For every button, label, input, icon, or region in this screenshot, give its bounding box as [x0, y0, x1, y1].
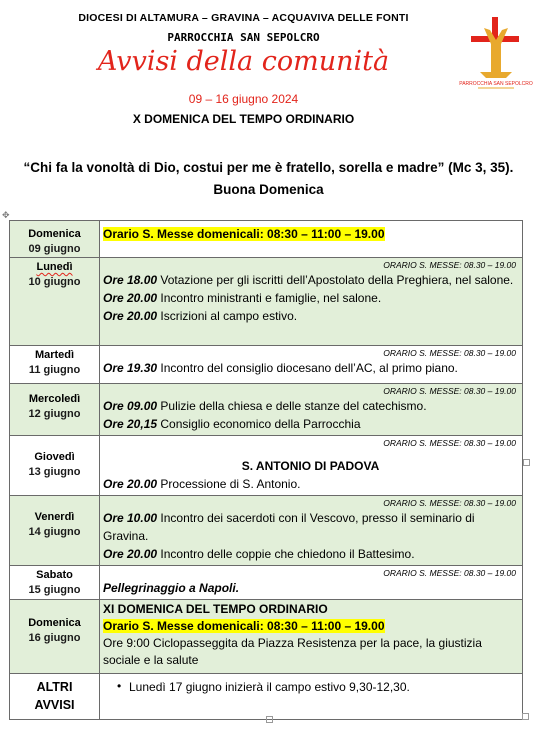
parish-name: PARROCCHIA SAN SEPOLCRO	[167, 31, 320, 44]
day-date: 13 giugno	[28, 466, 81, 478]
page-title: Avvisi della comunità	[97, 46, 390, 77]
day-name: Martedì	[34, 349, 75, 361]
event-line: Ore 20.00 Iscrizioni al campo estivo.	[103, 309, 298, 323]
event-line: Ore 20.00 Incontro delle coppie che chiedono il Battesimo.	[103, 547, 415, 561]
day-date: 15 giugno	[28, 584, 81, 596]
day-date: 16 giugno	[28, 632, 81, 644]
events-cell	[100, 600, 523, 674]
event-line: Ore 18.00 Votazione per gli iscritti dell’Apostolato della Preghiera, nel salone.	[103, 273, 514, 287]
events-cell	[100, 436, 523, 496]
events-cell	[100, 566, 523, 600]
day-date: 14 giugno	[28, 526, 81, 538]
orario-note: ORARIO S. MESSE: 08.30 – 19.00	[383, 568, 516, 578]
events-cell	[100, 346, 523, 384]
table-resize-handle-icon[interactable]	[266, 716, 273, 723]
orario-note: ORARIO S. MESSE: 08.30 – 19.00	[383, 438, 516, 448]
mass-times-highlight: Orario S. Messe domenicali: 08:30 – 11:00 – 19.00	[103, 619, 385, 633]
day-name: Giovedì	[34, 451, 75, 463]
altri-label-line: ALTRI	[36, 680, 73, 694]
day-cell	[10, 346, 100, 384]
schedule-table	[9, 220, 523, 720]
diocese-header: DIOCESI DI ALTAMURA – GRAVINA – ACQUAVIVA DELLE FONTI	[78, 12, 409, 24]
altri-avvisi-label	[10, 674, 100, 720]
table-row	[10, 346, 523, 384]
mass-times-highlight: Orario S. Messe domenicali: 08:30 – 11:00 – 19.00	[103, 227, 385, 241]
day-date: 09 giugno	[28, 243, 81, 255]
table-row	[10, 496, 523, 566]
table-row	[10, 674, 523, 720]
table-move-handle-icon[interactable]: ✥	[2, 210, 10, 220]
event-line: Ore 20.00 Processione di S. Antonio.	[103, 477, 301, 491]
day-cell	[10, 221, 100, 258]
table-row	[10, 566, 523, 600]
day-cell	[10, 384, 100, 436]
altri-avvisi-cell	[100, 674, 523, 720]
altri-avvisi-list	[103, 675, 518, 696]
orario-note: ORARIO S. MESSE: 08.30 – 19.00	[383, 348, 516, 358]
event-line: Ore 9:00 Ciclopasseggita da Piazza Resistenza per la pace, la giustizia sociale e la salute	[103, 636, 482, 667]
altri-label-line: AVVISI	[34, 698, 75, 712]
day-date: 12 giugno	[28, 408, 81, 420]
events-cell	[100, 258, 523, 346]
day-cell	[10, 258, 100, 346]
date-range: 09 – 16 giugno 2024	[188, 92, 299, 106]
orario-note: ORARIO S. MESSE: 08.30 – 19.00	[383, 260, 516, 270]
table-row	[10, 600, 523, 674]
table-row	[10, 221, 523, 258]
event-line: Ore 20.00 Incontro ministranti e famiglie, nel salone.	[103, 291, 382, 305]
event-line: Ore 09.00 Pulizie della chiesa e delle stanze del catechismo.	[103, 399, 427, 413]
parish-logo-icon	[459, 14, 533, 92]
table-row	[10, 436, 523, 496]
day-cell	[10, 436, 100, 496]
table-corner-handle-icon[interactable]	[522, 713, 529, 720]
sunday-title-xi: XI DOMENICA DEL TEMPO ORDINARIO	[103, 602, 328, 616]
day-cell	[10, 600, 100, 674]
gospel-quote: “Chi fa la vonoltà di Dio, costui per me è fratello, sorella e madre” (Mc 3, 35).	[23, 160, 514, 175]
row-handle-icon[interactable]	[523, 459, 530, 466]
day-date: 11 giugno	[28, 364, 81, 376]
day-cell	[10, 566, 100, 600]
day-name: Domenica	[28, 228, 81, 240]
table-row	[10, 258, 523, 346]
feast-title: S. ANTONIO DI PADOVA	[241, 459, 380, 473]
orario-note: ORARIO S. MESSE: 08.30 – 19.00	[383, 498, 516, 508]
special-event: Pellegrinaggio a Napoli.	[103, 581, 240, 595]
list-item: • Lunedì 17 giugno inizierà il campo estivo 9,30-12,30.	[117, 678, 518, 696]
day-name: Mercoledì	[28, 393, 81, 405]
day-name: Lunedì	[36, 261, 73, 273]
events-cell	[100, 384, 523, 436]
logo-caption: PARROCCHIA SAN SEPOLCRO	[459, 81, 533, 87]
sunday-title: X DOMENICA DEL TEMPO ORDINARIO	[132, 112, 355, 126]
events-cell	[100, 496, 523, 566]
orario-note: ORARIO S. MESSE: 08.30 – 19.00	[383, 386, 516, 396]
day-name: Domenica	[28, 617, 81, 629]
greeting: Buona Domenica	[213, 182, 324, 197]
event-line: Ore 20,15 Consiglio economico della Parrocchia	[103, 417, 361, 431]
events-cell	[100, 221, 523, 258]
table-row	[10, 384, 523, 436]
event-line: Ore 19.30 Incontro del consiglio diocesano dell’AC, al primo piano.	[103, 361, 458, 375]
day-name: Sabato	[36, 569, 73, 581]
day-date: 10 giugno	[28, 276, 81, 288]
mass-times-line	[103, 618, 518, 635]
day-cell	[10, 496, 100, 566]
day-name: Venerdì	[34, 511, 75, 523]
event-line: Ore 10.00 Incontro dei sacerdoti con il Vescovo, presso il seminario di Gravina.	[103, 511, 475, 543]
